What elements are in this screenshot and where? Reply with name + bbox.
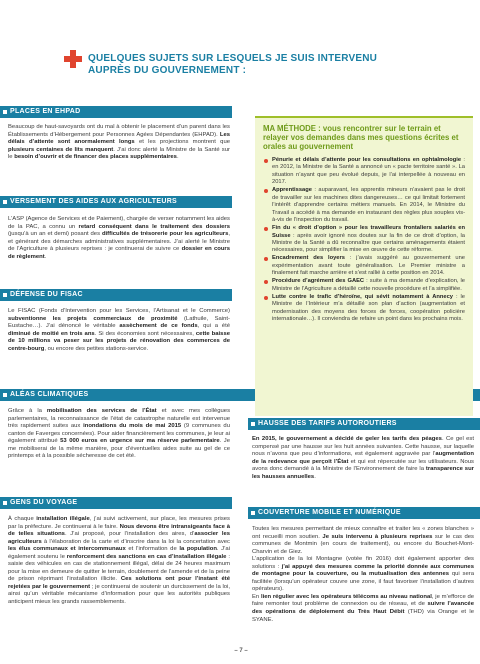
section-text-pac: L’ASP (Agence de Services et de Paiement), chargée de verser notamment les aides de la PAC, a connu un retard conséquent dans le traitement des dossiers (jusqu’à un an et demi) posant des difficultés de trésorerie pour les agriculteurs, et générant des démarches administratives supplémentaires. J’ai alerté le Ministre de l’Agriculture à plusieurs reprises : je continuerai de suivre ce dossier en cours de règlement.	[8, 216, 230, 260]
square-bullet-icon	[3, 200, 7, 204]
page-title: QUELQUES SUJETS SUR LESQUELS JE SUIS INTERVENU AUPRÈS DU GOUVERNEMENT :	[88, 53, 378, 76]
section-title-autoroutes: HAUSSE DES TARIFS AUTOROUTIERS	[248, 418, 480, 430]
method-list-item: Fin du « droit d’option » pour les travailleurs frontaliers salariés en Suisse : après avoir ignoré nos doutes sur la fin de ce droit d’option, la Ministre de la Santé a dû reconnaître que certains aménagements étaient nécessaires, pour simplifier la mise en œuvre de cette réforme.	[263, 225, 465, 255]
section-title-climat: ALÉAS CLIMATIQUES	[0, 389, 480, 401]
page-number: – 7 –	[234, 648, 248, 654]
section-text-autoroutes: En 2015, le gouvernement a décidé de geler les tarifs des péages. Ce gel est compensé par une hausse sur les huit années suivantes. Cette hausse, sur laquelle nous n’avons que peu d’informations, est également aggravée par l’augmentation de la redevance que perçoit l’État et qui est répercutée sur les utilisateurs. Nous avons donc demandé à la Ministre de l’Environnement de faire la transparence sur les hausses annuelles.	[252, 436, 474, 480]
section-title-mobile: COUVERTURE MOBILE ET NUMÉRIQUE	[248, 507, 480, 519]
section-title-ehpad: PLACES EN EHPAD	[0, 106, 232, 118]
square-bullet-icon	[3, 393, 7, 397]
section-title-voyage: GENS DU VOYAGE	[0, 497, 232, 509]
square-bullet-icon	[251, 422, 255, 426]
method-list-item: Apprentissage : auparavant, les apprentis mineurs n’avaient pas le droit de travailler sur les machines dites dangereuses… ce qui limitait fortement l’intérêt d’apprendre certains métiers manuels. En 2014, le Ministre du Travail a accédé à ma demande en instaurant des règles plus souples vis-à-vis de l’inspection du travail.	[263, 187, 465, 224]
method-list	[263, 157, 465, 323]
square-bullet-icon	[3, 293, 7, 297]
section-title-pac: VERSEMENT DES AIDES AUX AGRICULTEURS	[0, 196, 232, 208]
square-bullet-icon	[3, 110, 7, 114]
section-text-ehpad: Beaucoup de haut-savoyards ont du mal à obtenir le placement d’un parent dans les Établissements d’Hébergement pour Personnes Agées Dépendantes (EHPAD). Les délais d’attente sont anormalement longs et les projections montrent que plusieurs centaines de lits manquent. J’ai donc alerté la Ministre de la Santé sur le besoin d’ouvrir et de financer des places supplémentaires.	[8, 124, 231, 161]
method-list-item: Encadrement des loyers : j’avais suggéré au gouvernement une expérimentation avant toute généralisation. Le Premier ministre a finalement fait marche arrière et s’est rallié à cette position en 2014.	[263, 255, 465, 277]
method-title: MA MÉTHODE : vous rencontrer sur le terrain et relayer vos demandes dans mes questions écrites et orales au gouvernement	[263, 124, 459, 151]
section-text-voyage: À chaque installation illégale, j’ai suivi activement, sur place, les mesures prises par la préfecture. Je continuerai à le faire. Nous devons être intransigeants face à de telles situations. J’ai proposé, pour l’installation des aires, d’associer les agriculteurs à l’élaboration de la carte et d’inscrire dans la loi la concertation avec les élus communaux et intercommunaux et l’information de la population. J’ai également soutenu le renforcement des sanctions en cas d’installation illégale : saisie des véhicules en cas de stationnement illégal, délai de 24 heures maximum pour la mise en demeure de quitter le terrain, doublement de l’amende et de la peine de prison réprimant l’installation illicite. Ces solutions ont pour l’instant été rejetées par le gouvernement ; je continuerai de soutenir un durcissement de la loi, ainsi qu’un véritable mécanisme d’information pour que les autorités publiques anticipent mieux les grands rassemblements.	[8, 516, 231, 606]
page-header	[60, 50, 420, 84]
square-bullet-icon	[251, 511, 255, 515]
section-text-climat: Grâce à la mobilisation des services de l’État et avec mes collègues parlementaires, la reconnaissance de l’état de catastrophe naturelle est intervenue très rapidement suites aux inondations du mois de mai 2015 (9 communes du canton de Faverges concernées). Pour aider financièrement les communes, je leur ai également attribué 53 000 euros en urgence sur ma réserve parlementaire. Je me mobiliserai de la même manière, pour d’éventuelles aides suite au gel de ce printemps et à la possible sécheresse de cet été.	[8, 408, 231, 460]
section-title-fisac: DÉFENSE DU FISAC	[0, 289, 232, 301]
plus-icon	[64, 50, 82, 68]
section-text-mobile: Toutes les mesures permettant de mieux connaître et traiter les « zones blanches » ont recueilli mon soutien. Je suis intervenu à plusieurs reprises sur le cas des communes de Montmin (en cours de traitement), ou encore du Bouchet-Mont-Charvin et de Giez. L’application de la loi Montagne (votée fin 2016) doit également apporter des solutions : j’ai appuyé des mesures comme la priorité donnée aux communes de montagne pour la couverture, ou la mutualisation des antennes qui sera facilitée (lorsqu’un opérateur couvre une zone, il faut favoriser l’installation d’autres opérateurs). En lien régulier avec les opérateurs télécoms au niveau national, je m’efforce de faire remonter tout problème de connexion ou de réseau, et de suivre l’avancée des opérations de déploiement du Très Haut Débit (THD) via Orange et le SYANE.	[252, 526, 475, 623]
section-text-fisac: Le FISAC (Fonds d’Intervention pour les Services, l’Artisanat et le Commerce) subventionne les projets commerciaux de proximité (Lathuile, Saint-Eustache…). J’ai dénoncé le véritable assèchement de ce fonds, qui a été diminué de moitié en trois ans. Si des économies sont nécessaires, cette baisse de 10 millions va peser sur les projets de rénovation des commerces de centre-bourg, ou encore des petites stations-service.	[8, 308, 231, 352]
method-box	[255, 116, 473, 416]
method-list-item: Pénurie et délais d’attente pour les consultations en ophtalmologie : en 2012, la Ministre de la Santé a annoncé un « pacte territoire santé ». La situation n’ayant que peu évolué depuis, je l’ai interpellée à nouveau en 2017.	[263, 157, 465, 187]
method-list-item: Lutte contre le trafic d’héroïne, qui sévit notamment à Annecy : le Ministre de l’Intérieur m’a détaillé son plan d’action (augmentation et modernisation des moyens des forces de forces, coopération policière internationale…). Il conviendra de refaire un point dans les prochains mois.	[263, 294, 465, 324]
square-bullet-icon	[3, 501, 7, 505]
method-list-item: Procédure d’agrément des GAEC : suite à ma demande d’explication, le Ministre de l’Agriculture a détaillé cette nouvelle procédure et l’a simplifiée.	[263, 278, 465, 293]
